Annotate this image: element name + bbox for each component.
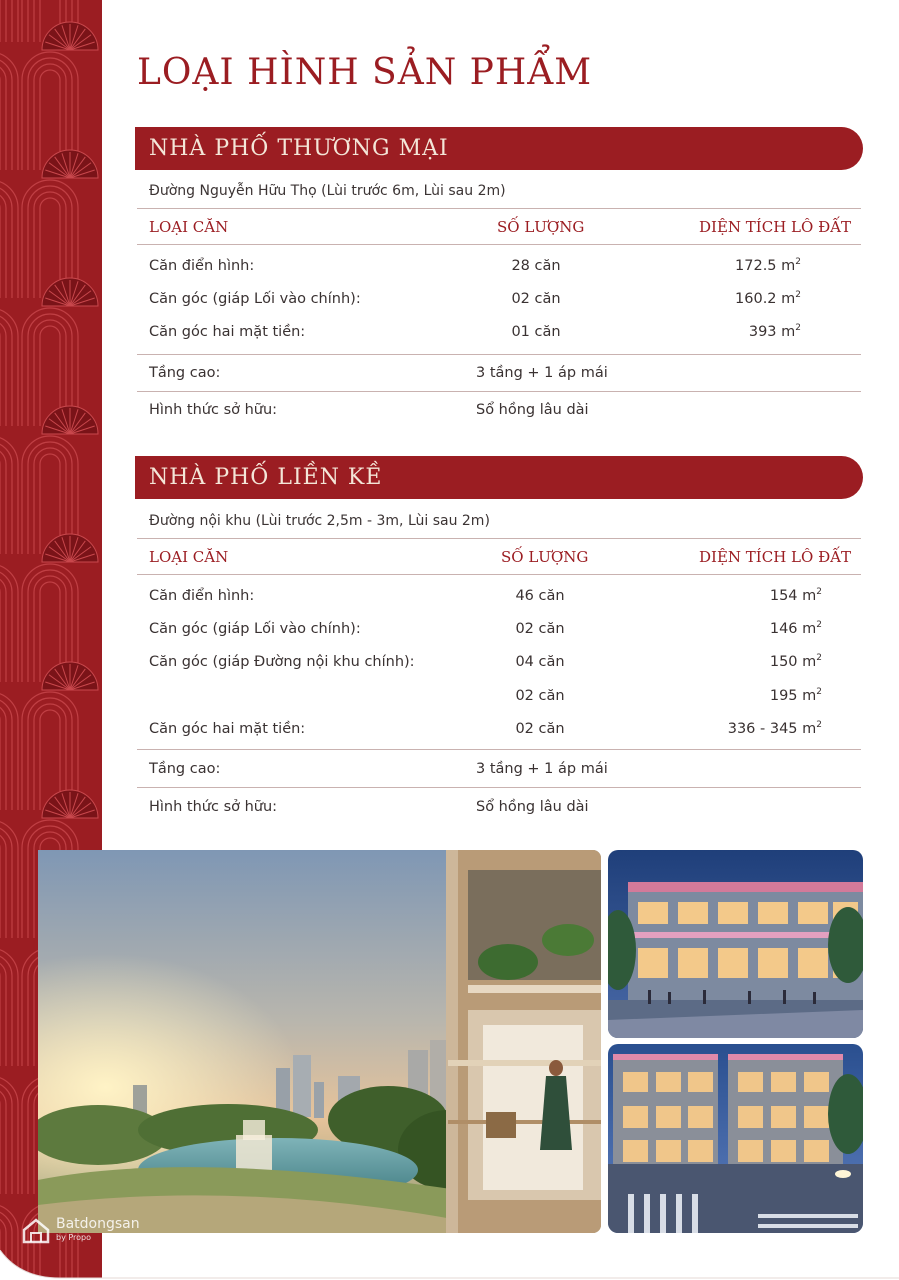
ownership-label: Hình thức sở hữu:: [149, 799, 278, 815]
divider: [137, 391, 861, 392]
divider: [137, 354, 861, 355]
house-logo-icon: [20, 1216, 52, 1244]
park-fountain-photo: [38, 850, 601, 1233]
column-header-quantity: SỐ LƯỢNG: [497, 218, 585, 236]
floors-label: Tầng cao:: [149, 365, 221, 381]
unit-quantity: 02 căn: [515, 721, 565, 737]
section-title: NHÀ PHỐ THƯƠNG MẠI: [149, 136, 449, 161]
unit-quantity: 01 căn: [511, 324, 561, 340]
watermark: [20, 1216, 140, 1246]
unit-quantity: 02 căn: [511, 291, 561, 307]
section-subtitle: Đường nội khu (Lùi trước 2,5m - 3m, Lùi sau 2m): [149, 513, 490, 529]
floors-value: 3 tầng + 1 áp mái: [476, 365, 608, 381]
divider: [137, 574, 861, 575]
watermark-sub: by Propo: [56, 1233, 92, 1242]
section-banner-lien-ke: [135, 456, 863, 499]
divider: [137, 208, 861, 209]
divider: [137, 538, 861, 539]
unit-quantity: 04 căn: [515, 654, 565, 670]
unit-area: 154 $m^2$: [769, 587, 822, 604]
unit-area: 172.5 $m^2$: [735, 257, 801, 274]
section-banner-thuong-mai: [135, 127, 863, 170]
section-subtitle: Đường Nguyễn Hữu Thọ (Lùi trước 6m, Lùi sau 2m): [149, 183, 506, 199]
shophouse-street-photo: [608, 1044, 863, 1233]
unit-quantity: 02 căn: [515, 688, 565, 704]
section-title: NHÀ PHỐ LIỀN KỀ: [149, 465, 383, 490]
column-header-area: DIỆN TÍCH LÔ ĐẤT: [699, 218, 852, 236]
unit-type: Căn góc (giáp Đường nội khu chính):: [149, 654, 415, 670]
column-header-area: DIỆN TÍCH LÔ ĐẤT: [699, 548, 852, 566]
page-title: LOẠI HÌNH SẢN PHẨM: [137, 52, 593, 93]
divider: [137, 749, 861, 750]
unit-type: Căn điển hình:: [149, 258, 255, 274]
unit-quantity: 46 căn: [515, 588, 565, 604]
unit-area: 393 $m^2$: [748, 323, 801, 340]
column-header-type: LOẠI CĂN: [149, 218, 229, 236]
unit-quantity: 28 căn: [511, 258, 561, 274]
floors-value: 3 tầng + 1 áp mái: [476, 761, 608, 777]
unit-quantity: 02 căn: [515, 621, 565, 637]
watermark-brand: Batdongsan: [56, 1216, 140, 1232]
unit-area: 146 $m^2$: [769, 620, 822, 637]
page-edge-curve: [0, 1250, 899, 1280]
floors-label: Tầng cao:: [149, 761, 221, 777]
ownership-value: Sổ hồng lâu dài: [476, 402, 589, 418]
unit-type: Căn điển hình:: [149, 588, 255, 604]
unit-area: 195 $m^2$: [769, 687, 822, 704]
unit-area: 336 - 345 $m^2$: [727, 720, 822, 737]
divider: [137, 787, 861, 788]
column-header-quantity: SỐ LƯỢNG: [501, 548, 589, 566]
unit-type: Căn góc hai mặt tiền:: [149, 721, 306, 737]
unit-type: Căn góc (giáp Lối vào chính):: [149, 621, 361, 637]
divider: [137, 244, 861, 245]
unit-type: Căn góc (giáp Lối vào chính):: [149, 291, 361, 307]
ownership-value: Sổ hồng lâu dài: [476, 799, 589, 815]
unit-area: 160.2 $m^2$: [735, 290, 801, 307]
shophouse-night-photo: [608, 850, 863, 1038]
ownership-label: Hình thức sở hữu:: [149, 402, 278, 418]
unit-area: 150 $m^2$: [769, 653, 822, 670]
column-header-type: LOẠI CĂN: [149, 548, 229, 566]
unit-type: Căn góc hai mặt tiền:: [149, 324, 306, 340]
